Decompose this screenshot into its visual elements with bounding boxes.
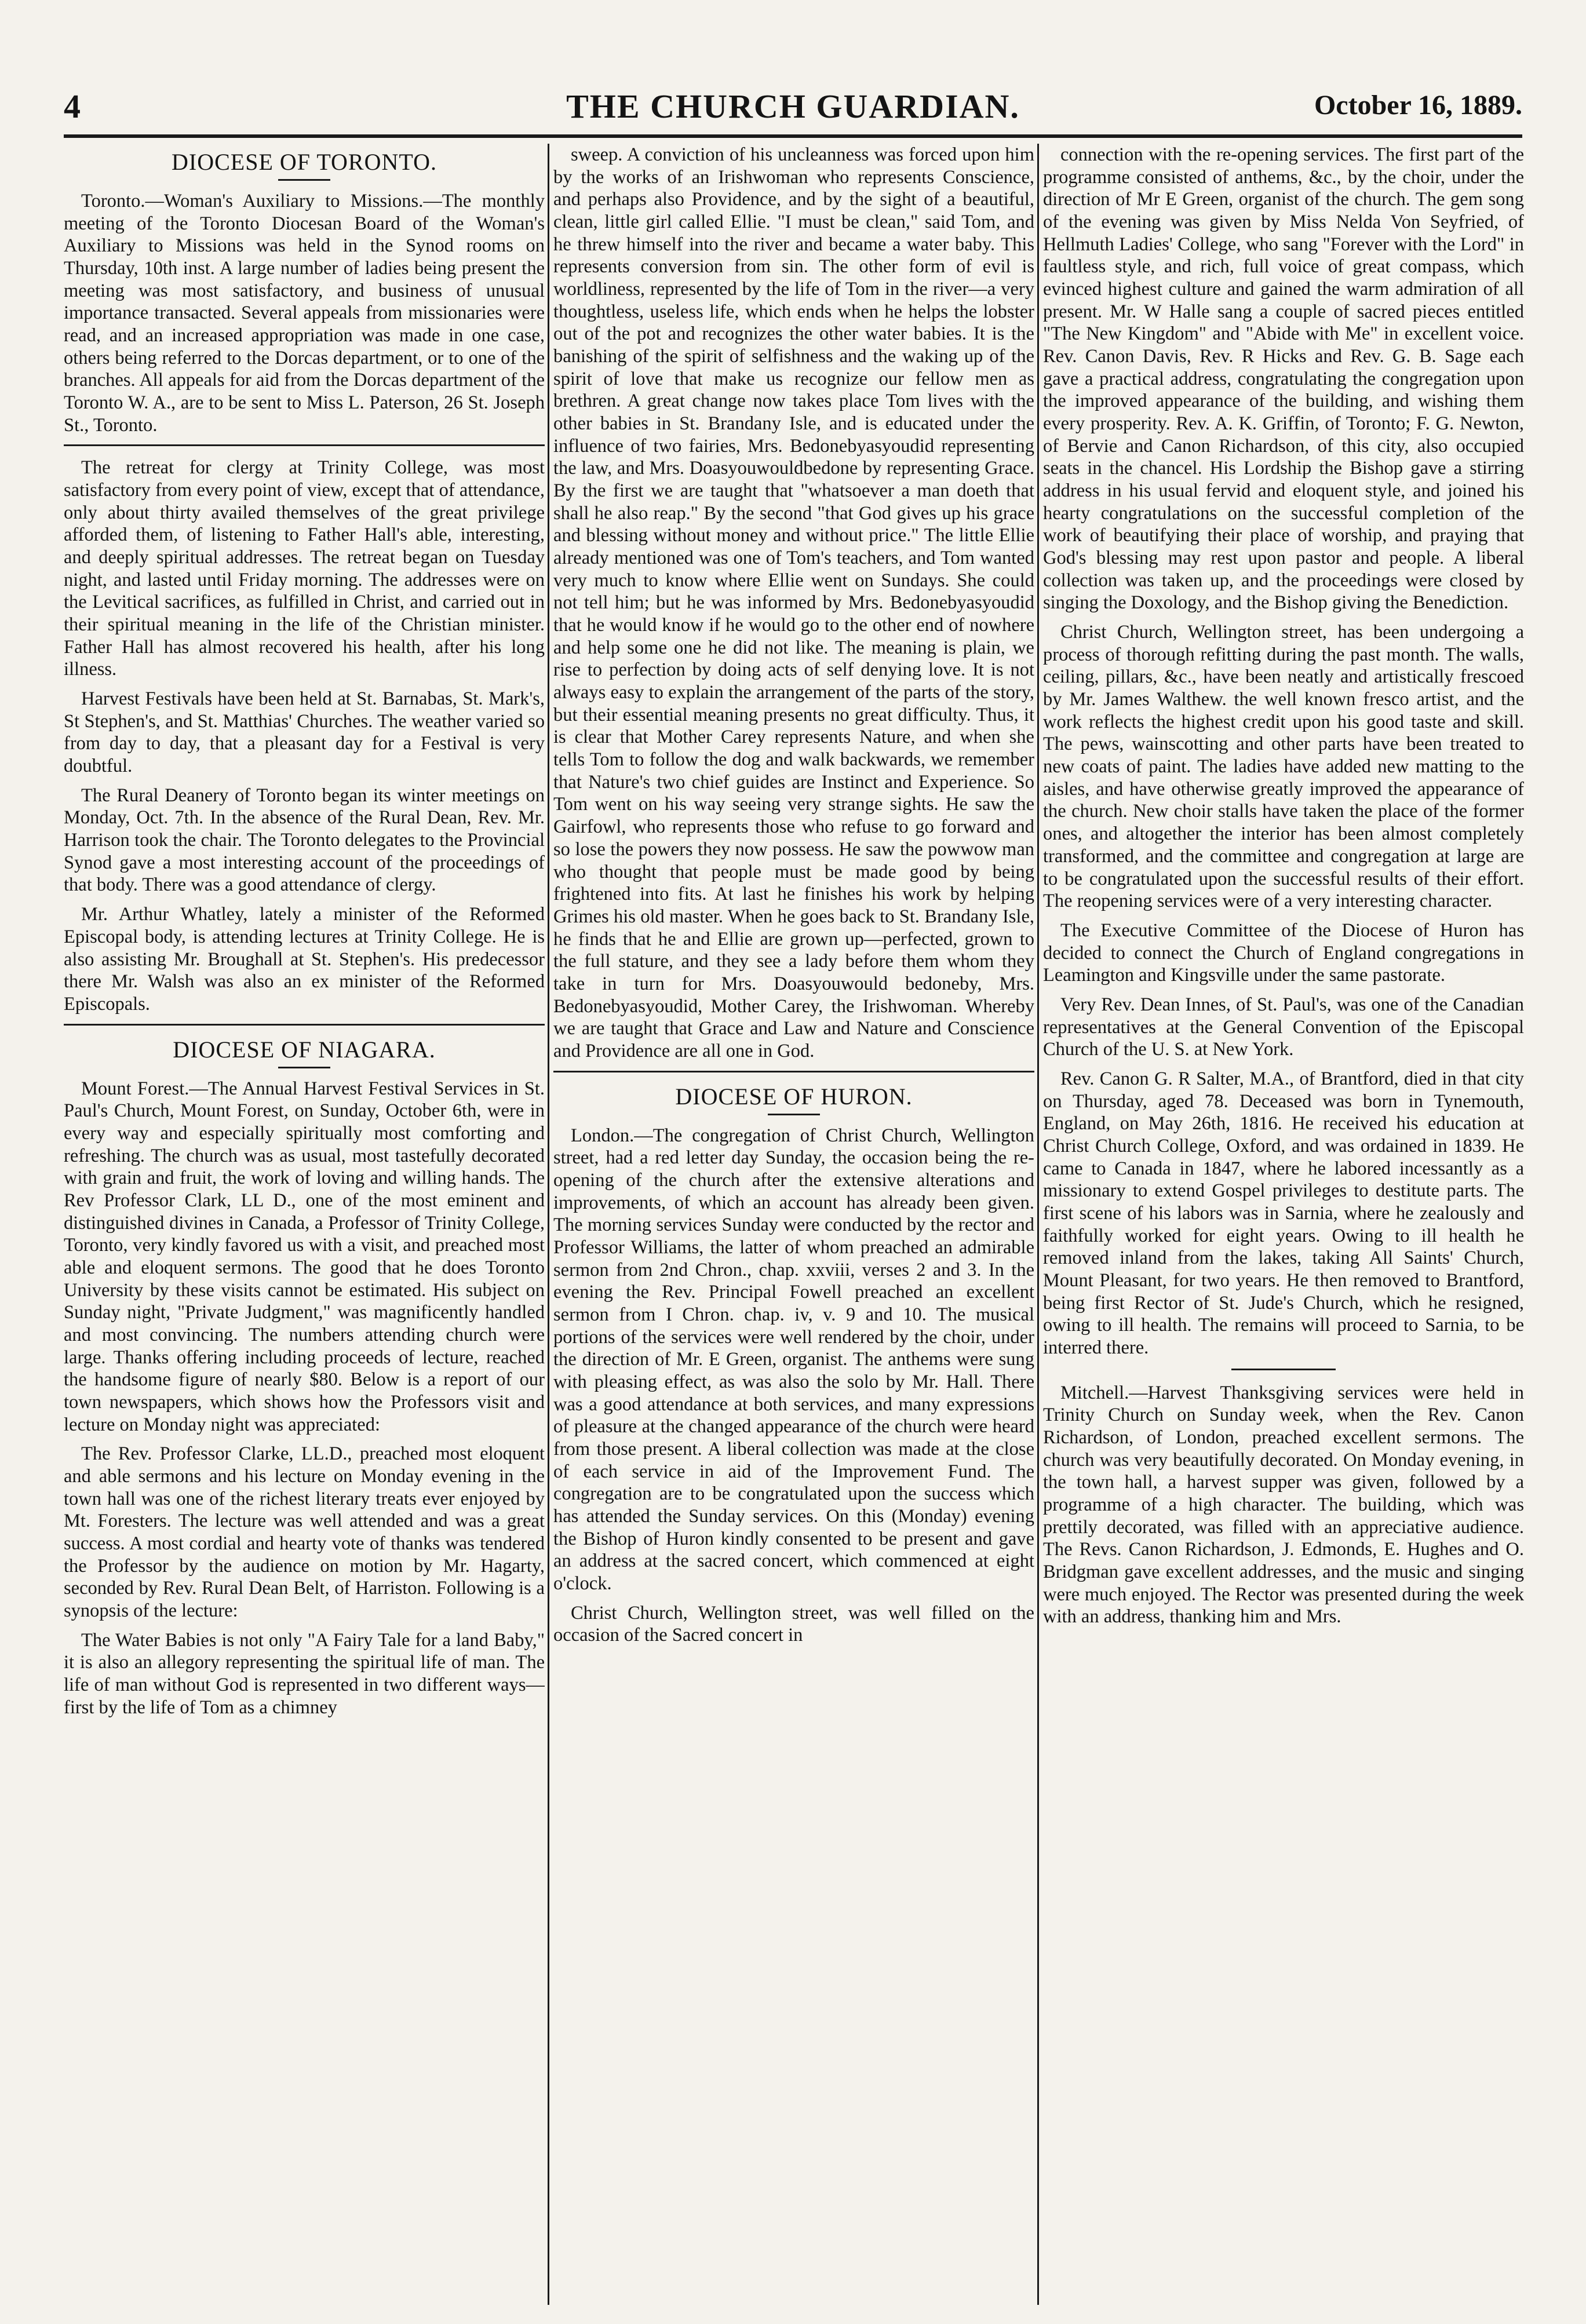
article-paragraph: Rev. Canon G. R Salter, M.A., of Brantford, died in that city on Thursday, aged 78. Deceased was born in Tynemouth, England, on May 26th, 1816. He received his education at Christ Church College, Oxford, and was ordained in 1839. He came to Canada in 1847, where he labored incessantly as a missionary to extend Gospel privileges to destitute parts. The first scene of his labors was in Sarnia, where he zealously and faithfully worked for eight years. Owing to ill health he removed inland from the lakes, taking All Saints' Church, Mount Pleasant, for two years. He then removed to Brantford, being first Rector of St. Jude's Church, which he resigned, owing to ill health. The remains will proceed to Sarnia, to be interred there. (1043, 1068, 1524, 1358)
article-paragraph: The Rural Deanery of Toronto began its winter meetings on Monday, Oct. 7th. In the absence of the Rural Dean, Rev. Mr. Harrison took the chair. The Toronto delegates to the Provincial Synod gave a most interesting account of the proceedings of that body. There was a good attendance of clergy. (64, 785, 545, 896)
article-paragraph: London.—The congregation of Christ Church, Wellington street, had a red letter day Sunday, the occasion being the re-opening of the church after the extensive alterations and improvements, of which an account has already been given. The morning services Sunday were conducted by the rector and Professor Williams, the latter of whom preached an admirable sermon from 2nd Chron., chap. xxviii, verses 2 and 3. In the evening the Rev. Principal Fowell preached an excellent sermon from I Chron. chap. iv, v. 9 and 10. The musical portions of the services were well rendered by the choir, under the direction of Mr. E Green, organist. The anthems were sung with pleasing effect, as was also the solo by Mr. Hall. There was a good attendance at both services, and many expressions of pleasure at the changed appearance of the church were heard from those present. A liberal collection was made at the close of each service in aid of the Improvement Fund. The congregation are to be congratulated upon the success which has attended the Sunday services. On this (Monday) evening the Bishop of Huron kindly consented to be present and gave an address at the sacred concert, which commenced at eight o'clock. (553, 1125, 1034, 1594)
column-divider (548, 144, 549, 2305)
article-paragraph: The retreat for clergy at Trinity College, was most satisfactory from every point of view, except that of attendance, only about thirty availed themselves of the great privilege afforded them, of listening to Father Hall's able, interesting, and deeply spiritual addresses. The retreat began on Tuesday night, and lasted until Friday morning. The addresses were on the Levitical sacrifices, as fulfilled in Christ, and carried out in their spiritual meaning in the life of the Christian minister. Father Hall has almost recovered his health, after his long illness. (64, 457, 545, 680)
heading-rule (768, 1114, 820, 1115)
article-paragraph: Christ Church, Wellington street, was well filled on the occasion of the Sacred concert in (553, 1602, 1034, 1646)
section-separator (1231, 1369, 1336, 1370)
article-paragraph: Mount Forest.—The Annual Harvest Festival Services in St. Paul's Church, Mount Forest, on Sunday, October 6th, were in every way and especially spiritually most comforting and refreshing. The church was as usual, most tastefully decorated with grain and fruit, the work of loving and willing hands. The Rev Professor Clark, LL D., one of the most eminent and distinguished divines in Canada, a Professor of Trinity College, Toronto, very kindly favored us with a visit, and preached most able and eloquent sermons. The good that he does Toronto University by these visits cannot be estimated. His subject on Sunday night, "Private Judgment," was magnificently handled and most convincing. The numbers attending church were large. Thanks offering including proceeds of lecture, reached the handsome figure of nearly $80. Below is a report of our town newspapers, which shows how the Professors visit and lecture on Monday night was appreciated: (64, 1078, 545, 1435)
article-paragraph: The Rev. Professor Clarke, LL.D., preached most eloquent and able sermons and his lecture on Monday evening in the town hall was one of the richest literary treats ever enjoyed by Mt. Foresters. The lecture was well attended and was a great success. A most cordial and hearty vote of thanks was tendered the Professor by the audience on motion by Mr. Hagarty, seconded by Rev. Rural Dean Belt, of Harriston. Following is a synopsis of the lecture: (64, 1443, 545, 1621)
masthead-rule (64, 134, 1522, 138)
masthead (64, 87, 1522, 139)
section-heading: DIOCESE OF TORONTO. (172, 149, 437, 175)
article-paragraph: The Executive Committee of the Diocese of Huron has decided to connect the Church of England congregations in Leamington and Kingsville under the same pastorate. (1043, 920, 1524, 986)
column-1 (64, 144, 545, 2305)
heading-rule (278, 179, 330, 181)
section-separator (64, 1024, 545, 1026)
page-number: 4 (64, 87, 81, 125)
article-paragraph: Christ Church, Wellington street, has been undergoing a process of thorough refitting during the past month. The walls, ceiling, pillars, &c., have been neatly and artistically frescoed by Mr. James Walthew. the well known fresco artist, and the work reflects the highest credit upon his good taste and skill. The pews, wainscotting and other parts have been treated to new coats of paint. The ladies have added new matting to the aisles, and have otherwise greatly improved the appearance of the church. New choir stalls have taken the place of the former ones, and altogether the interior has been almost completely transformed, and the committee and congregation at large are to be congratulated upon the successful results of their effort. The reopening services were of a very interesting character. (1043, 622, 1524, 912)
article-paragraph: connection with the re-opening services. The first part of the programme consisted of anthems, &c., by the choir, under the direction of Mr E Green, organist of the church. The gem song of the evening was given by Miss Nelda Von Seyfried, of Hellmuth Ladies' College, who sang "Forever with the Lord" in faultless style, and rich, full voice of great compass, which evinced highest culture and gained the warm admiration of all present. Mr. W Halle sang a couple of sacred pieces entitled "The New Kingdom" and "Abide with Me" in excellent voice. Rev. Canon Davis, Rev. R Hicks and Rev. G. B. Sage each gave a practical address, congratulating the congregation upon the improved appearance of the building, and wishing them every prosperity. Rev. A. K. Griffin, of Toronto; F. G. Newton, of Bervie and Canon Richardson, of this city, also occupied seats in the chancel. His Lordship the Bishop gave a stirring address in his usual fervid and eloquent style, and joined his hearty congratulations on the successful completion of the work of beautifying their place of worship, and praying that God's blessing may rest upon pastor and people. A liberal collection was taken up, and the proceedings were closed by singing the Doxology, and the Bishop giving the Benediction. (1043, 144, 1524, 614)
article-paragraph: The Water Babies is not only "A Fairy Tale for a land Baby," it is also an allegory representing the spiritual life of man. The life of man without God is represented in two different ways—first by the life of Tom as a chimney (64, 1629, 545, 1718)
heading-rule (278, 1067, 330, 1068)
article-paragraph: sweep. A conviction of his uncleanness was forced upon him by the works of an Irishwoman who represents Conscience, and perhaps also Providence, and by the sight of a beautiful, clean, little girl called Ellie. "I must be clean," said Tom, and he threw himself into the river and became a water baby. This represents conversion from sin. The other form of evil is worldliness, represented by the life of Tom in the river—a very thoughtless, useless life, which ends when he helps the lobster out of the pot and recognizes the other water babies. It is the banishing of the spirit of selfishness and the waking up of the spirit of love that make us recognize our fellow men as brethren. A great change now takes place Tom lives with the other babies in St. Brandany Isle, and is educated under the influence of two fairies, Mrs. Bedonebyasyoudid representing the law, and Mrs. Doasyouwouldbedone by representing Grace. By the first we are taught that "whatsoever a man doeth that shall he also reap." By the second "that God gives up his grace and blessing without money and without price." The little Ellie already mentioned was one of Tom's teachers, and Tom wanted very much to know where Ellie went on Sundays. She could not tell him; but he was informed by Mrs. Bedonebyasyoudid that he would know if he would go to the other end of nowhere and help some one he did not like. The meaning is plain, we rise to perfection by doing acts of self denying love. It is not always easy to explain the arrangement of the parts of the story, but their essential meaning presents no great difficulty. Thus, it is clear that Mother Carey represents Nature, and when she tells Tom to follow the dog and walk backwards, we remember that Nature's two chief guides are Instinct and Experience. So Tom went on his way seeing very strange sights. He saw the Gairfowl, who represents those who refuse to go forward and so lose the powers they now possess. He saw the powwow man who thought that people must be made good by being frightened into fits. At last he finishes his work by helping Grimes his old master. When he goes back to St. Brandany Isle, he finds that he and Ellie are grown up—perfected, grown to the full stature, and they see a lady before them whom they take in turn for Mrs. Doasyouwould bedoneby, Mrs. Bedonebyasyoudid, Mother Carey, the Irishwoman. Whereby we are taught that Grace and Law and Nature and Conscience and Providence are all one in God. (553, 144, 1034, 1061)
article-paragraph: Toronto.—Woman's Auxiliary to Missions.—The monthly meeting of the Toronto Diocesan Board of the Woman's Auxiliary to Missions was held in the Synod rooms on Thursday, 10th inst. A large number of ladies being present the meeting was most satisfactory, and business of unusual importance transacted. Several appeals from missionaries were read, and an increased appropriation was made in one case, others being referred to the Dorcas department, or to one of the branches. All appeals for aid from the Dorcas department of the Toronto W. A., are to be sent to Miss L. Paterson, 26 St. Joseph St., Toronto. (64, 191, 545, 436)
section-heading: DIOCESE OF HURON. (675, 1083, 913, 1110)
newspaper-title: THE CHURCH GUARDIAN. (566, 87, 1020, 125)
issue-date: October 16, 1889. (1314, 90, 1522, 121)
section-separator (553, 1071, 1034, 1072)
article-paragraph: Mitchell.—Harvest Thanksgiving services were held in Trinity Church on Sunday week, when the Rev. Canon Richardson, of London, preached excellent sermons. The church was very beautifully decorated. On Monday evening, in the town hall, a harvest supper was given, followed by a programme of a high character. The building, which was prettily decorated, was filled with an appreciative audience. The Revs. Canon Richardson, J. Edmonds, E. Hughes and O. Bridgman gave excellent addresses, and the music and singing were much enjoyed. The Rector was presented during the week with an address, thanking him and Mrs. (1043, 1382, 1524, 1628)
section-separator (64, 444, 545, 446)
column-2 (553, 144, 1034, 2305)
section-heading: DIOCESE OF NIAGARA. (173, 1036, 436, 1063)
column-3 (1043, 144, 1524, 2305)
article-paragraph: Mr. Arthur Whatley, lately a minister of the Reformed Episcopal body, is attending lectures at Trinity College. He is also assisting Mr. Broughall at St. Stephen's. His predecessor there Mr. Walsh was also an ex minister of the Reformed Episcopals. (64, 904, 545, 1015)
column-divider (1037, 144, 1039, 2305)
article-paragraph: Harvest Festivals have been held at St. Barnabas, St. Mark's, St Stephen's, and St. Matthias' Churches. The weather varied so from day to day, that a pleasant day for a Festival is very doubtful. (64, 688, 545, 777)
article-paragraph: Very Rev. Dean Innes, of St. Paul's, was one of the Canadian representatives at the General Convention of the Episcopal Church of the U. S. at New York. (1043, 994, 1524, 1060)
